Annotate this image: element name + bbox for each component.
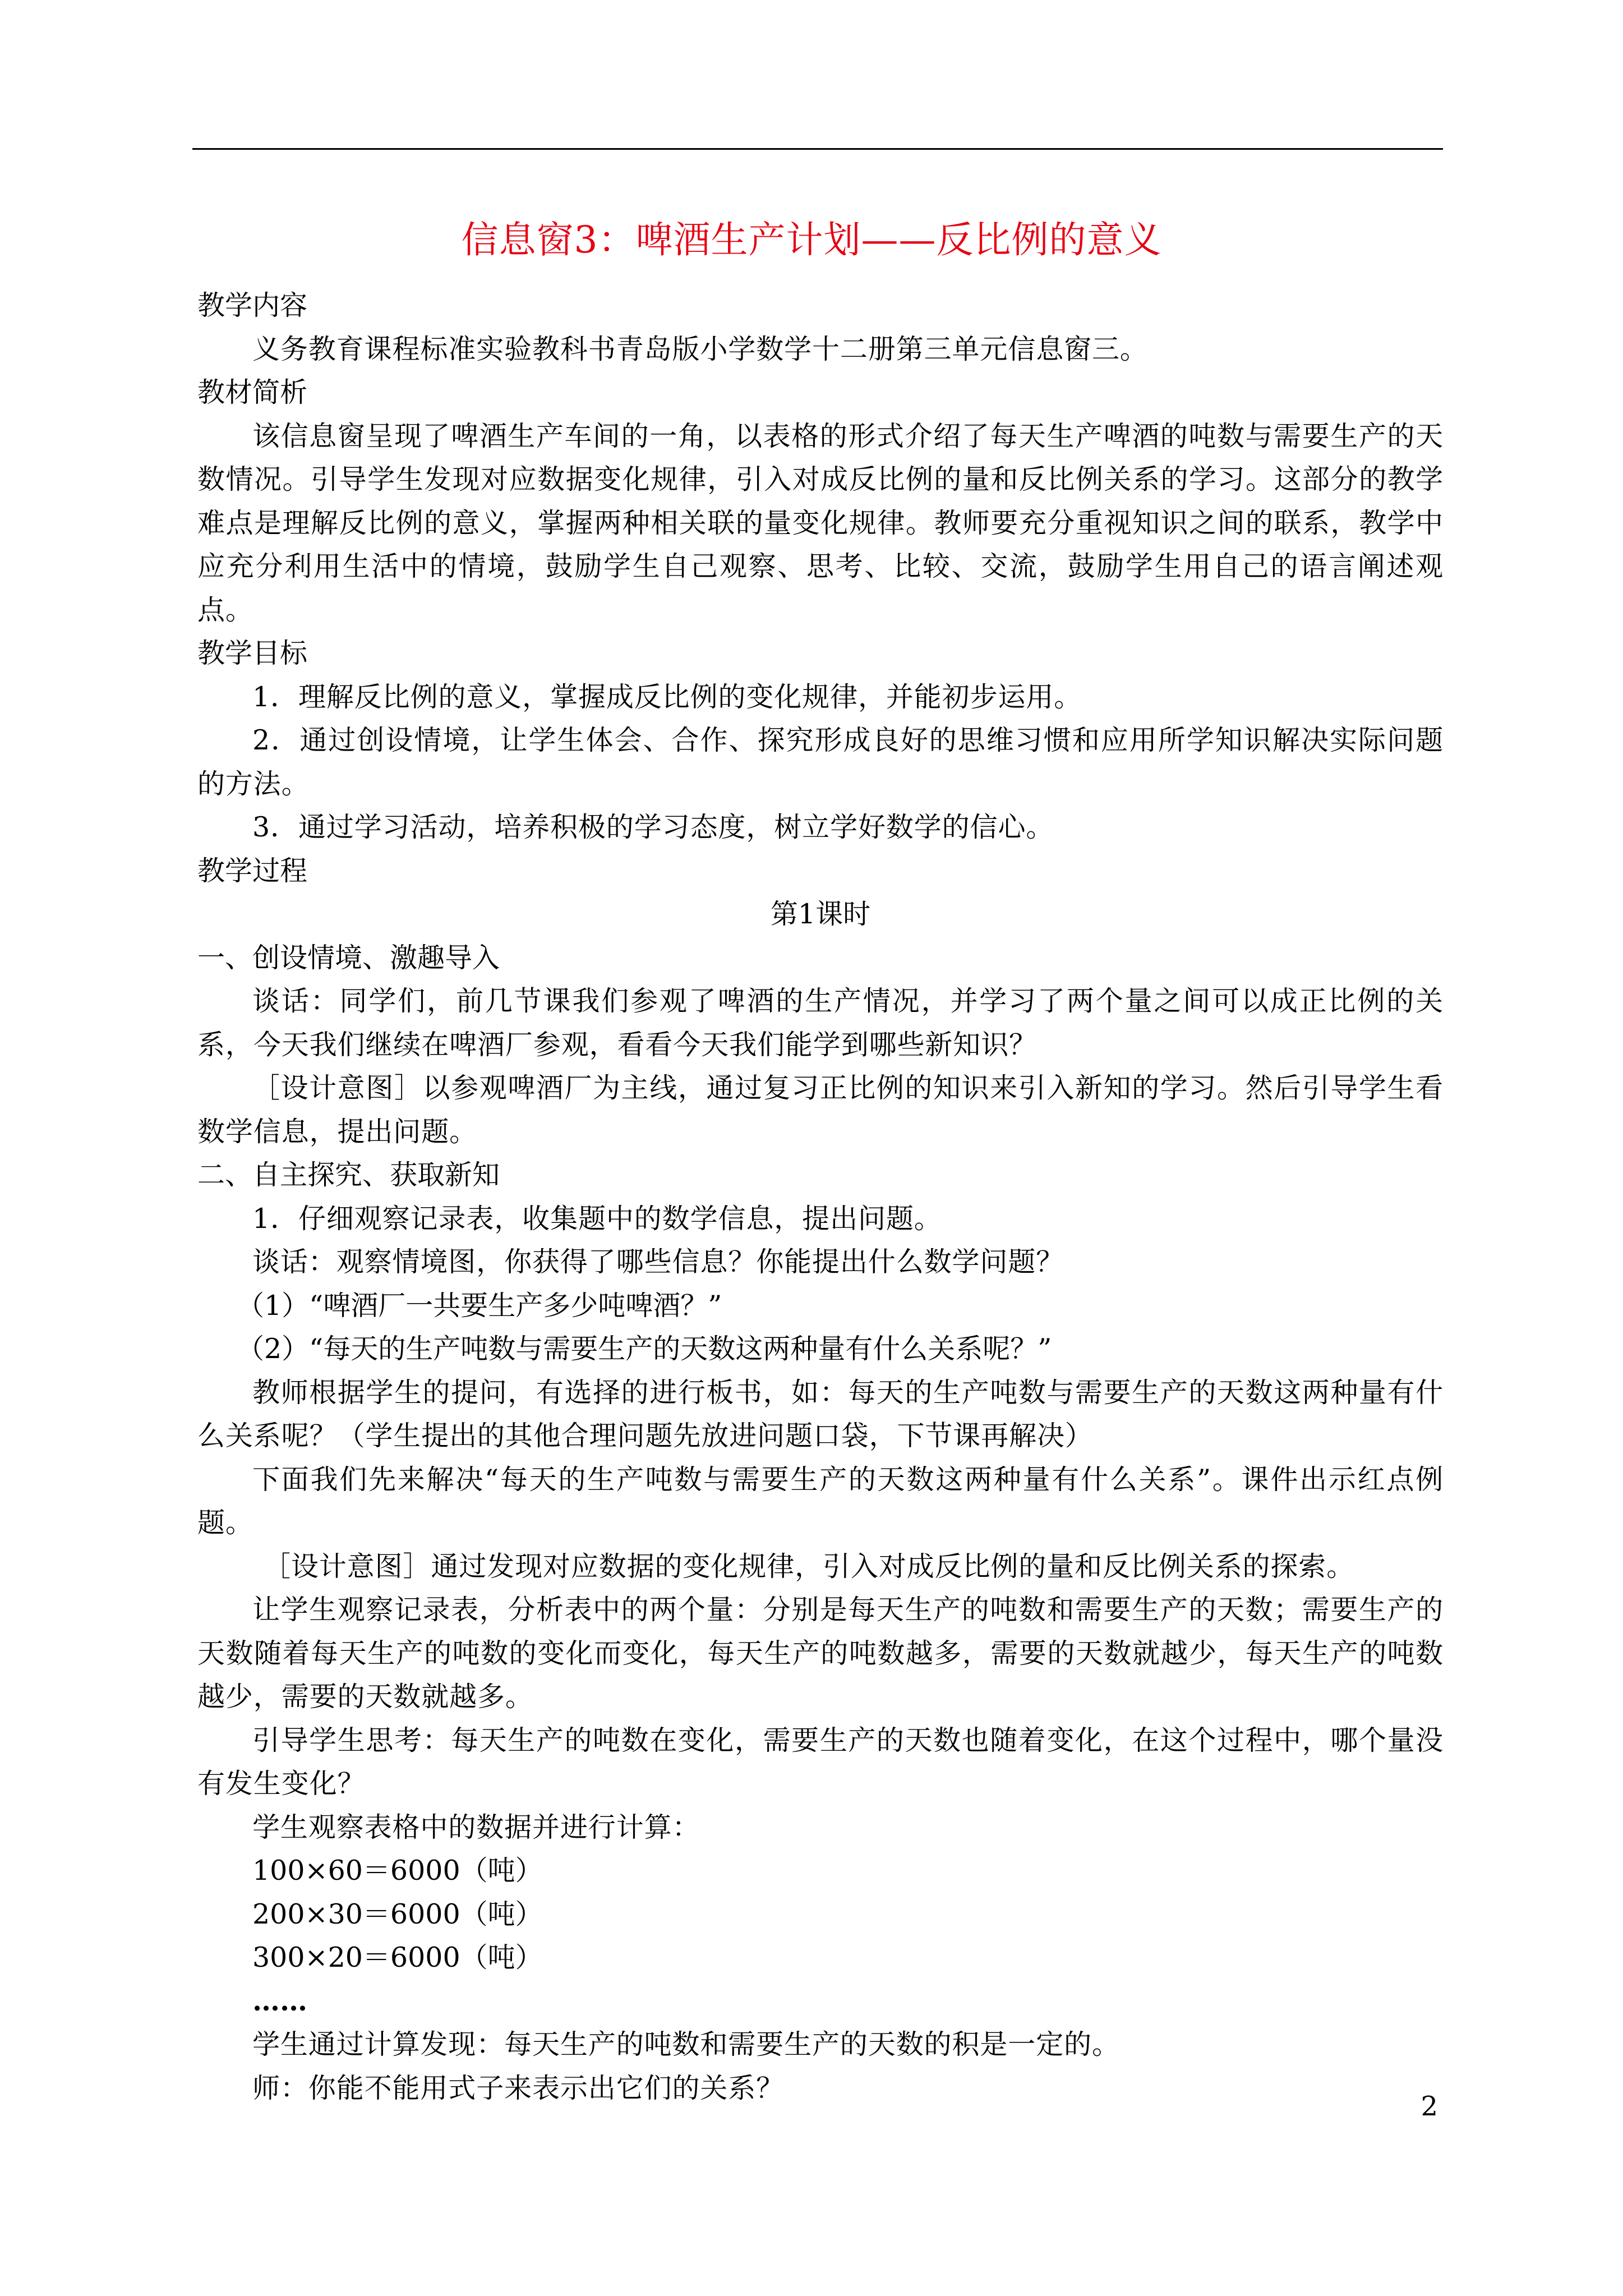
goal-item: 3．通过学习活动，培养积极的学习态度，树立学好数学的信心。 xyxy=(252,811,1054,843)
page-number: 2 xyxy=(1421,2091,1438,2122)
part1-talk: 谈话：同学们，前几节课我们参观了啤酒的生产情况，并学习了两个量之间可以成正比例的关系，今天我们继续在啤酒厂参观，看看今天我们能学到哪些新知识？ xyxy=(197,985,1444,1061)
header-rule xyxy=(192,148,1443,150)
ellipsis: …… xyxy=(252,1984,307,2017)
part2-design: ［设计意图］通过发现对应数据的变化规律，引入对成反比例的量和反比例关系的探索。 xyxy=(263,1550,1355,1582)
goal-item: 2．通过创设情境，让学生体会、合作、探究形成良好的思维习惯和应用所学知识解决实际问题的方法。 xyxy=(197,724,1444,800)
part2-calc-intro: 学生观察表格中的数据并进行计算： xyxy=(252,1811,700,1843)
part2-question-2: （2）“每天的生产吨数与需要生产的天数这两种量有什么关系呢？” xyxy=(237,1333,1052,1365)
calculation-line: 200×30＝6000（吨） xyxy=(252,1898,543,1930)
calculation-line: 300×20＝6000（吨） xyxy=(252,1941,543,1973)
part2-talk: 谈话：观察情境图，你获得了哪些信息？你能提出什么数学问题？ xyxy=(252,1246,1064,1278)
part2-board: 教师根据学生的提问，有选择的进行板书，如：每天的生产吨数与需要生产的天数这两种量有什么关系呢？（学生提出的其他合理问题先放进问题口袋，下节课再解决） xyxy=(197,1376,1444,1452)
part2-heading: 二、自主探究、获取新知 xyxy=(197,1159,500,1191)
lesson-title: 第1课时 xyxy=(770,898,871,930)
part1-design: ［设计意图］以参观啤酒厂为主线，通过复习正比例的知识来引入新知的学习。然后引导学生看数学信息，提出问题。 xyxy=(197,1072,1444,1148)
part2-solve: 下面我们先来解决“每天的生产吨数与需要生产的天数这两种量有什么关系”。课件出示红点例题。 xyxy=(197,1463,1444,1539)
content-text: 义务教育课程标准实验教科书青岛版小学数学十二册第三单元信息窗三。 xyxy=(252,333,1148,365)
goal-item: 1．理解反比例的意义，掌握成反比例的变化规律，并能初步运用。 xyxy=(252,680,1082,713)
part2-teacher: 师：你能不能用式子来表示出它们的关系？ xyxy=(252,2072,785,2104)
analysis-text: 该信息窗呈现了啤酒生产车间的一角，以表格的形式介绍了每天生产啤酒的吨数与需要生产的天数情况。引导学生发现对应数据变化规律，引入对成反比例的量和反比例关系的学习。这部分的教学难点是理解反比例的意义，掌握两种相关联的量变化规律。教师要充分重视知识之间的联系，教学中应充分利用生活中的情境，鼓励学生自己观察、思考、比较、交流，鼓励学生用自己的语言阐述观点。 xyxy=(197,420,1444,626)
part2-finding: 学生通过计算发现：每天生产的吨数和需要生产的天数的积是一定的。 xyxy=(252,2028,1120,2060)
part1-heading: 一、创设情境、激趣导入 xyxy=(197,941,500,974)
process-heading: 教学过程 xyxy=(197,854,308,887)
analysis-heading: 教材简析 xyxy=(197,376,308,408)
content-heading: 教学内容 xyxy=(197,289,308,321)
document-title: 信息窗3：啤酒生产计划——反比例的意义 xyxy=(461,218,1162,261)
calculation-line: 100×60＝6000（吨） xyxy=(252,1855,543,1887)
part2-observe: 让学生观察记录表，分析表中的两个量：分别是每天生产的吨数和需要生产的天数；需要生产的天数随着每天生产的吨数的变化而变化，每天生产的吨数越多，需要的天数就越少，每天生产的吨数越少，需要的天数就越多。 xyxy=(197,1594,1444,1713)
part2-question-1: （1）“啤酒厂一共要生产多少吨啤酒？” xyxy=(237,1289,722,1322)
goals-heading: 教学目标 xyxy=(197,637,308,669)
part2-step1: 1．仔细观察记录表，收集题中的数学信息，提出问题。 xyxy=(252,1202,942,1235)
document-body xyxy=(197,284,1444,2110)
part2-guide: 引导学生思考：每天生产的吨数在变化，需要生产的天数也随着变化，在这个过程中，哪个量没有发生变化？ xyxy=(197,1724,1444,1800)
